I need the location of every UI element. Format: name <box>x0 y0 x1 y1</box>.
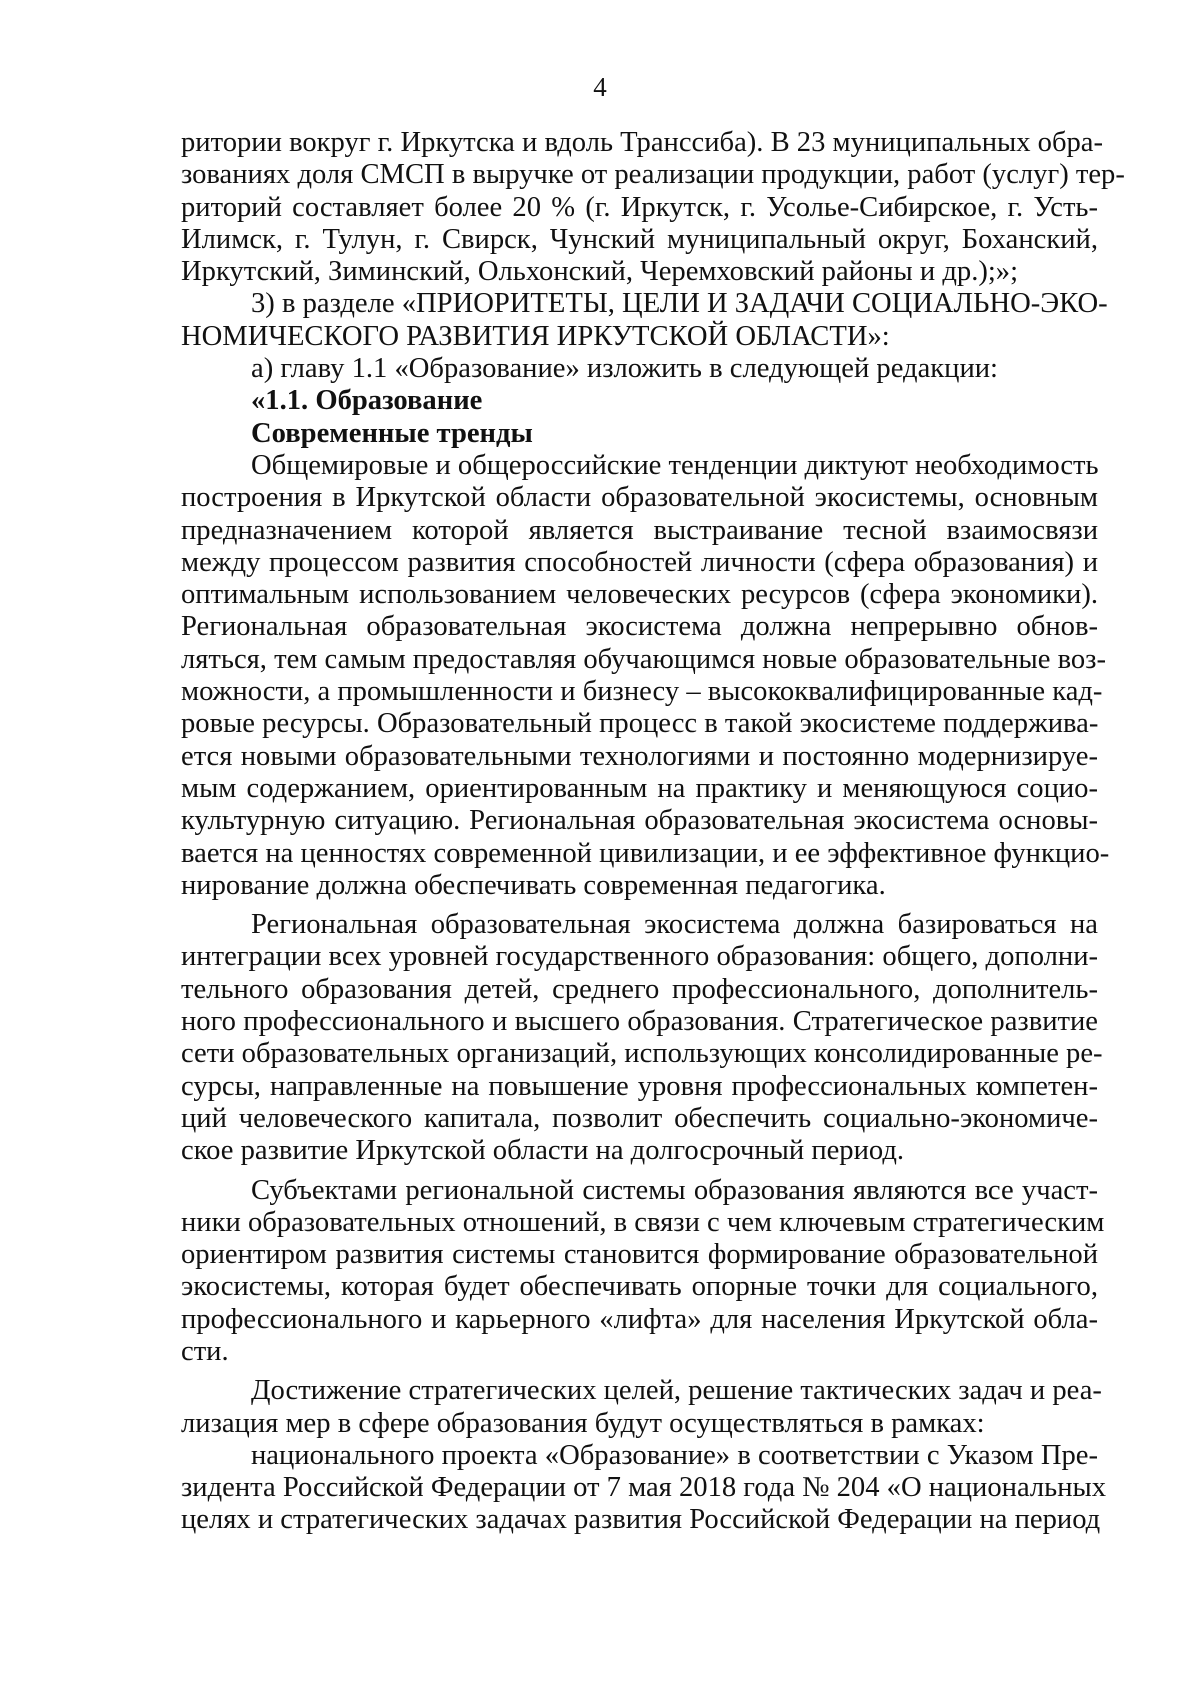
text-line: сурсы, направленные на повышение уровня профессиональных компетен- <box>181 1070 1098 1102</box>
text-line: Региональная образовательная экосистема должна непрерывно обнов- <box>181 611 1098 643</box>
text-line: «1.1. Образование <box>251 385 483 417</box>
text-line: ориентиром развития системы становится формирование образовательной <box>181 1239 1098 1271</box>
text-line: культурную ситуацию. Региональная образовательная экосистема основы- <box>181 805 1098 837</box>
text-line: экосистемы, которая будет обеспечивать опорные точки для социального, <box>181 1271 1098 1303</box>
text-line: целях и стратегических задачах развития Российской Федерации на период <box>181 1504 1101 1536</box>
document-body <box>181 127 1125 1537</box>
text-line: сти. <box>181 1335 229 1367</box>
text-line: профессионального и карьерного «лифта» для населения Иркутской обла- <box>181 1303 1098 1335</box>
text-line: риторий составляет более 20 % (г. Иркутск, г. Усолье-Сибирское, г. Усть- <box>181 191 1098 223</box>
text-line: зидента Российской Федерации от 7 мая 2018 года № 204 «О национальных <box>181 1472 1107 1504</box>
text-line: ется новыми образовательными технологиями и постоянно модернизируе- <box>181 740 1098 772</box>
text-line: тельного образования детей, среднего профессионального, дополнитель- <box>181 973 1098 1005</box>
text-line: ское развитие Иркутской области на долгосрочный период. <box>181 1135 905 1167</box>
text-line: лизация мер в сфере образования будут осуществляться в рамках: <box>181 1407 985 1439</box>
text-line: ники образовательных отношений, в связи с чем ключевым стратегическим <box>181 1206 1105 1238</box>
text-line: Илимск, г. Тулун, г. Свирск, Чунский муниципальный округ, Боханский, <box>181 223 1098 255</box>
text-line: Общемировые и общероссийские тенденции диктуют необходимость <box>251 449 1099 481</box>
text-line: интеграции всех уровней государственного образования: общего, дополни- <box>181 941 1099 973</box>
text-line: Субъектами региональной системы образования являются все участ- <box>251 1174 1098 1206</box>
text-line: сети образовательных организаций, использующих консолидированные ре- <box>181 1038 1103 1070</box>
text-line: оптимальным использованием человеческих ресурсов (сфера экономики). <box>181 579 1098 611</box>
text-line: построения в Иркутской области образовательной экосистемы, основным <box>181 482 1098 514</box>
text-line: Современные тренды <box>251 417 533 449</box>
text-line: вается на ценностях современной цивилизации, и ее эффективное функцио- <box>181 837 1110 869</box>
text-line: мым содержанием, ориентированным на практику и меняющуюся социо- <box>181 772 1098 804</box>
text-line: зованиях доля СМСП в выручке от реализации продукции, работ (услуг) тер- <box>181 159 1125 191</box>
text-line: НОМИЧЕСКОГО РАЗВИТИЯ ИРКУТСКОЙ ОБЛАСТИ»: <box>181 320 890 352</box>
text-line: нирование должна обеспечивать современная педагогика. <box>181 869 886 901</box>
text-line: предназначением которой является выстраивание тесной взаимосвязи <box>181 514 1098 546</box>
page-number: 4 <box>593 72 607 102</box>
text-line: 3) в разделе «ПРИОРИТЕТЫ, ЦЕЛИ И ЗАДАЧИ СОЦИАЛЬНО-ЭКО- <box>251 288 1108 320</box>
text-line: национального проекта «Образование» в соответствии с Указом Пре- <box>251 1439 1098 1471</box>
text-line: Достижение стратегических целей, решение тактических задач и реа- <box>251 1375 1102 1407</box>
text-line: а) главу 1.1 «Образование» изложить в следующей редакции: <box>251 353 998 385</box>
text-line: ритории вокруг г. Иркутска и вдоль Транссиба). В 23 муниципальных обра- <box>181 127 1104 158</box>
text-line: ляться, тем самым предоставляя обучающимся новые образовательные воз- <box>181 643 1106 675</box>
text-line: ровые ресурсы. Образовательный процесс в такой экосистеме поддержива- <box>181 708 1099 740</box>
text-line: можности, а промышленности и бизнесу – высококвалифицированные кад- <box>181 676 1103 708</box>
text-line: ного профессионального и высшего образования. Стратегическое развитие <box>181 1006 1098 1038</box>
text-line: Иркутский, Зиминский, Ольхонский, Черемховский районы и др.);»; <box>181 256 1019 288</box>
text-line: ций человеческого капитала, позволит обеспечить социально-экономиче- <box>181 1102 1098 1134</box>
text-line: Региональная образовательная экосистема должна базироваться на <box>251 909 1098 941</box>
text-line: между процессом развития способностей личности (сфера образования) и <box>181 546 1098 578</box>
